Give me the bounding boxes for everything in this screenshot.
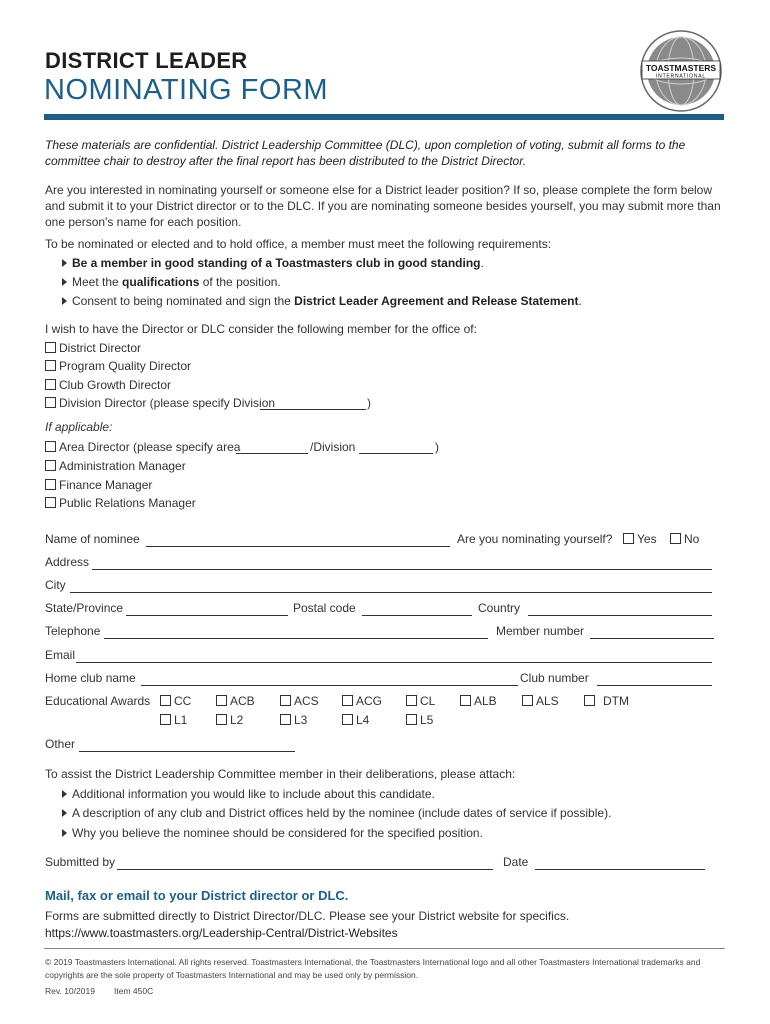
- email-field[interactable]: [76, 662, 712, 663]
- award-acs[interactable]: ACS: [280, 694, 319, 708]
- checkbox[interactable]: [45, 379, 56, 390]
- attach-item-3: Why you believe the nominee should be considered for the specified position.: [62, 826, 483, 840]
- confidential-note: These materials are confidential. District Leadership Committee (DLC), upon completion of voting, submit all forms to the committee chair to destroy after the final report has been distributed to the District Director.: [45, 138, 686, 168]
- city-label: City: [45, 578, 66, 592]
- title-line1: DISTRICT LEADER: [45, 48, 248, 73]
- telephone-field[interactable]: [104, 638, 488, 639]
- club-number-label: Club number: [520, 671, 589, 685]
- checkbox[interactable]: [280, 695, 291, 706]
- revision-label: Rev. 10/2019: [45, 986, 95, 996]
- home-club-field[interactable]: [141, 685, 518, 686]
- checkbox[interactable]: [406, 714, 417, 725]
- telephone-label: Telephone: [45, 624, 101, 638]
- mail-text: Forms are submitted directly to District Director/DLC. Please see your District website for specifics.: [45, 909, 570, 923]
- checkbox[interactable]: [522, 695, 533, 706]
- award-dtm[interactable]: DTM: [584, 694, 629, 708]
- logo-text-bottom: INTERNATIONAL: [655, 73, 707, 80]
- award-l2[interactable]: L2: [216, 713, 243, 727]
- checkbox[interactable]: [216, 714, 227, 725]
- checkbox[interactable]: [406, 695, 417, 706]
- country-label: Country: [478, 601, 521, 615]
- address-label: Address: [45, 555, 90, 569]
- checkbox[interactable]: [160, 714, 171, 725]
- bullet-icon: [62, 278, 67, 286]
- date-label: Date: [503, 855, 529, 869]
- office-area-director[interactable]: Area Director (please specify area: [45, 440, 240, 454]
- award-l5[interactable]: L5: [406, 713, 433, 727]
- submitted-by-field[interactable]: [117, 869, 493, 870]
- footer-divider: [44, 948, 725, 949]
- checkbox[interactable]: [45, 441, 56, 452]
- award-l3[interactable]: L3: [280, 713, 307, 727]
- requirement-2: Meet the qualifications of the position.: [62, 275, 281, 289]
- attach-item-2: A description of any club and District offices held by the nominee (include dates of service if possible).: [62, 806, 611, 820]
- offices-lead: I wish to have the Director or DLC consider the following member for the office of:: [45, 322, 477, 336]
- award-l1[interactable]: L1: [160, 713, 187, 727]
- requirement-1: Be a member in good standing of a Toastmasters club in good standing.: [62, 256, 484, 270]
- award-als[interactable]: ALS: [522, 694, 559, 708]
- award-acb[interactable]: ACB: [216, 694, 255, 708]
- header-rule: [44, 114, 724, 120]
- home-club-label: Home club name: [45, 671, 136, 685]
- checkbox[interactable]: [45, 397, 56, 408]
- area-close: ): [435, 440, 439, 454]
- checkbox[interactable]: [45, 479, 56, 490]
- title-line2: NOMINATING FORM: [44, 74, 329, 106]
- office-administration-manager[interactable]: Administration Manager: [45, 459, 186, 473]
- educational-awards-label: Educational Awards: [45, 694, 151, 708]
- checkbox[interactable]: [45, 360, 56, 371]
- requirements-lead: To be nominated or elected and to hold office, a member must meet the following requirements:: [45, 237, 552, 251]
- award-l4[interactable]: L4: [342, 713, 369, 727]
- bullet-icon: [62, 809, 67, 817]
- toastmasters-logo-icon: [640, 30, 722, 112]
- checkbox[interactable]: [160, 695, 171, 706]
- area-blank[interactable]: [236, 453, 308, 454]
- checkbox[interactable]: [280, 714, 291, 725]
- checkbox[interactable]: [584, 695, 595, 706]
- nominee-field[interactable]: [146, 546, 450, 547]
- award-acg[interactable]: ACG: [342, 694, 382, 708]
- requirement-3: Consent to being nominated and sign the District Leader Agreement and Release Statement.: [62, 294, 582, 308]
- bullet-icon: [62, 297, 67, 305]
- checkbox[interactable]: [216, 695, 227, 706]
- checkbox[interactable]: [623, 533, 634, 544]
- email-label: Email: [45, 648, 76, 662]
- checkbox[interactable]: [670, 533, 681, 544]
- bullet-icon: [62, 829, 67, 837]
- club-number-field[interactable]: [597, 685, 712, 686]
- other-label: Other: [45, 737, 76, 751]
- nominee-label: Name of nominee: [45, 532, 140, 546]
- state-label: State/Province: [45, 601, 124, 615]
- office-program-quality-director[interactable]: Program Quality Director: [45, 359, 191, 373]
- logo-text-top: TOASTMASTERS: [645, 63, 717, 73]
- checkbox[interactable]: [45, 460, 56, 471]
- office-district-director[interactable]: District Director: [45, 341, 141, 355]
- copyright-text: © 2019 Toastmasters International. All rights reserved. Toastmasters International, the Toastmasters International logo and all other Toastmasters International trademarks and copyrights are the sole property of Toastmasters International and may be used only by permission.: [45, 957, 701, 980]
- postal-field[interactable]: [362, 615, 472, 616]
- date-field[interactable]: [535, 869, 705, 870]
- office-public-relations-manager[interactable]: Public Relations Manager: [45, 496, 196, 510]
- award-cl[interactable]: CL: [406, 694, 435, 708]
- checkbox[interactable]: [460, 695, 471, 706]
- checkbox[interactable]: [342, 695, 353, 706]
- member-number-field[interactable]: [590, 638, 714, 639]
- checkbox[interactable]: [45, 497, 56, 508]
- other-field[interactable]: [79, 751, 295, 752]
- office-club-growth-director[interactable]: Club Growth Director: [45, 378, 171, 392]
- item-number-label: Item 450C: [114, 986, 154, 996]
- yes-option[interactable]: Yes: [623, 532, 657, 546]
- district-websites-link[interactable]: https://www.toastmasters.org/Leadership-Central/District-Websites: [45, 926, 398, 940]
- postal-label: Postal code: [293, 601, 356, 615]
- state-field[interactable]: [126, 615, 288, 616]
- if-applicable-label: If applicable:: [45, 420, 113, 434]
- division-blank[interactable]: [260, 409, 366, 410]
- area-division-label: /Division: [310, 440, 356, 454]
- area-division-blank[interactable]: [359, 453, 433, 454]
- award-cc[interactable]: CC: [160, 694, 191, 708]
- attach-item-1: Additional information you would like to include about this candidate.: [62, 787, 435, 801]
- no-option[interactable]: No: [670, 532, 699, 546]
- award-alb[interactable]: ALB: [460, 694, 497, 708]
- office-finance-manager[interactable]: Finance Manager: [45, 478, 152, 492]
- city-field[interactable]: [70, 592, 712, 593]
- checkbox[interactable]: [45, 342, 56, 353]
- nominating-self-label: Are you nominating yourself?: [457, 532, 613, 546]
- mail-heading: Mail, fax or email to your District director or DLC.: [45, 888, 349, 903]
- member-number-label: Member number: [496, 624, 585, 638]
- interest-paragraph: Are you interested in nominating yourself or someone else for a District leader position? If so, please complete the form below and submit it to your District director or to the DLC. If you are nominating someone besides yourself, you may submit more than one person's name for each position.: [45, 183, 721, 229]
- attach-lead: To assist the District Leadership Committee member in their deliberations, please attach:: [45, 767, 516, 781]
- bullet-icon: [62, 259, 67, 267]
- submitted-by-label: Submitted by: [45, 855, 116, 869]
- country-field[interactable]: [528, 615, 712, 616]
- division-close: ): [367, 396, 371, 410]
- address-field[interactable]: [92, 569, 712, 570]
- office-division-director[interactable]: Division Director (please specify Division: [45, 396, 275, 410]
- checkbox[interactable]: [342, 714, 353, 725]
- bullet-icon: [62, 790, 67, 798]
